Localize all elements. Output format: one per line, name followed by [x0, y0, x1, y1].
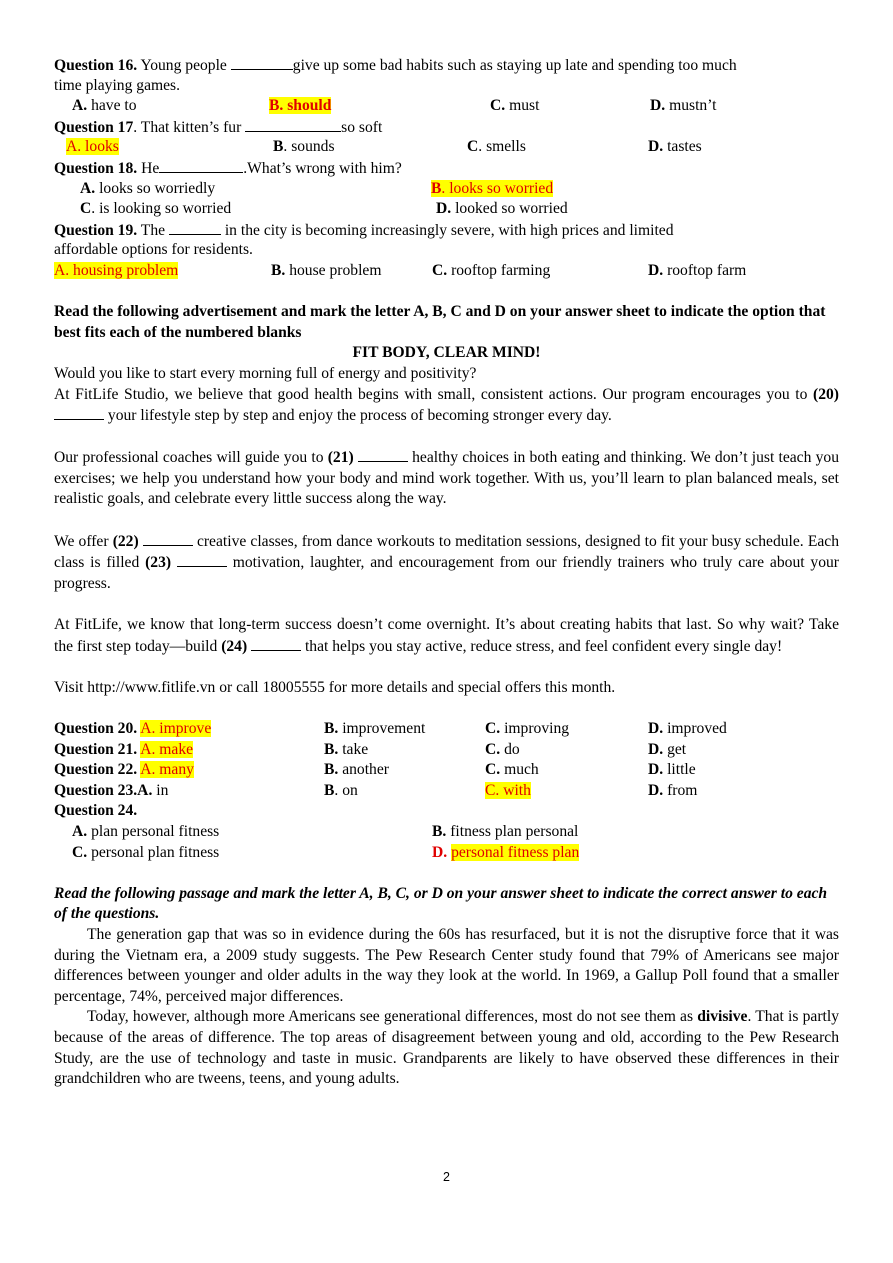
- option-a: A. plan personal fitness: [72, 822, 220, 840]
- option-c: C. rooftop farming: [432, 261, 551, 279]
- q16-options: [54, 96, 839, 117]
- blank-number-20: (20): [813, 385, 839, 403]
- highlighted-word: divisive: [697, 1008, 748, 1026]
- option-b: B. another: [324, 761, 389, 779]
- q19-stem-cont: affordable options for residents.: [54, 241, 253, 259]
- option-d: D. improved: [648, 720, 727, 737]
- blank-number-23: (23): [145, 554, 172, 572]
- reading-instruction: Read the following passage and mark the letter A, B, C, or D on your answer sheet to indicate the correct answer to each of the questions.: [54, 884, 828, 923]
- question-number: Question 23.A.: [54, 781, 153, 799]
- option-b: B. take: [324, 740, 369, 758]
- cloze-paragraph-2: Our professional coaches will guide you to (21) healthy choices in both eating and thinking. We don’t just teach you exercises; we help you understand how your body and mind work together. With us, you’ll learn to plan balanced meals, set realistic goals, and celebrate every little success along the way.: [54, 449, 840, 508]
- q17-stem: Question 17. That kitten’s fur so soft: [54, 118, 383, 136]
- option-d: D. get: [648, 740, 687, 758]
- question-number: Question 21.: [54, 740, 138, 758]
- q23-row: [54, 781, 839, 802]
- option-c: C. is looking so worried: [80, 200, 232, 218]
- q19-options: [54, 261, 839, 282]
- option-b: B. fitness plan personal: [432, 822, 579, 840]
- page-number: 2: [443, 1170, 450, 1184]
- answer-blank: [177, 552, 227, 567]
- question-number: Question 22.: [54, 761, 138, 779]
- question-number: Question 18.: [54, 159, 138, 177]
- option-a-correct: A. looks: [66, 138, 119, 156]
- option-a-correct: A. improve: [140, 720, 212, 737]
- option-a-correct: A. housing problem: [54, 261, 179, 279]
- q18-options-row2: [54, 199, 839, 220]
- option-d: D. from: [648, 781, 698, 799]
- q20-row: [54, 719, 839, 740]
- option-c: C. do: [485, 740, 520, 758]
- q19-stem: Question 19. The in the city is becoming increasingly severe, with high prices and limited: [54, 221, 674, 239]
- option-d-correct: D. personal fitness plan: [432, 843, 580, 861]
- answer-blank: [231, 55, 293, 70]
- option-d: D. looked so worried: [436, 200, 568, 218]
- question-number: Question 20.: [54, 720, 138, 737]
- reading-paragraph-1: The generation gap that was so in evidence during the 60s has resurfaced, but it is not the disruptive force that it was during the Vietnam era, a 2009 study suggests. The Pew Research Center study found that 79% of Americans see major differences between younger and older adults in the way they look at the world. In 1969, a Gallup Poll found that a smaller percentage, 74%, perceived major differences.: [54, 925, 839, 1005]
- option-c: C. smells: [467, 138, 526, 156]
- cloze-contact: Visit http://www.fitlife.vn or call 18005555 for more details and special offers this month.: [54, 678, 616, 696]
- cloze-paragraph-4: At FitLife, we know that long-term success doesn’t come overnight. It’s about creating habits that last. So why wait? Take the first step today—build (24) that helps you stay active, reduce stress, and feel confident every single day!: [54, 616, 839, 655]
- question-number: Question 17: [54, 118, 134, 136]
- option-c: C. personal plan fitness: [72, 843, 220, 861]
- q18-options-row1: [54, 179, 839, 200]
- q16-stem: Question 16. Young people give up some bad habits such as staying up late and spending too much: [54, 57, 737, 74]
- answer-blank: [159, 158, 243, 173]
- cloze-paragraph-1: At FitLife Studio, we believe that good health begins with small, consistent actions. Our program encourages you to (20) your lifestyle step by step and enjoy the process of becoming stronger every day.: [54, 385, 839, 425]
- option-b: B. on: [324, 781, 358, 799]
- question-number: Question 24.: [54, 802, 138, 820]
- q24-options-row2: [54, 843, 839, 864]
- option-b: B. house problem: [271, 261, 382, 279]
- q16-stem-cont: time playing games.: [54, 76, 181, 94]
- option-b-correct: B. should: [269, 97, 332, 115]
- option-b: B. sounds: [273, 138, 335, 156]
- q24-options-row1: [54, 822, 839, 843]
- option-d: D. little: [648, 761, 696, 779]
- option-d: D. tastes: [648, 138, 702, 156]
- q22-row: [54, 760, 839, 781]
- q24-stem: [54, 801, 839, 822]
- answer-blank: [143, 531, 193, 546]
- answer-blank: [358, 447, 408, 462]
- answer-blank: [54, 405, 104, 420]
- advertisement-title: FIT BODY, CLEAR MIND!: [352, 344, 541, 362]
- q17-options: [54, 137, 839, 158]
- option-a: A. have to: [72, 97, 137, 115]
- reading-paragraph-2: Today, however, although more Americans see generational differences, most do not see them as divisive. That is partly because of the areas of difference. The top areas of disagreement between young and old, according to the Pew Research Study, are the use of technology and taste in music. Grandparents are likely to have observed these differences in their grandchildren who are tweens, teens, and young adults.: [54, 1008, 839, 1088]
- question-number: Question 16.: [54, 57, 138, 74]
- blank-number-21: (21): [327, 449, 354, 467]
- question-number: Question 19.: [54, 221, 138, 239]
- cloze-instruction: Read the following advertisement and mark the letter A, B, C and D on your answer sheet to indicate the option that best fits each of the numbered blanks: [54, 303, 826, 341]
- blank-number-22: (22): [112, 532, 139, 550]
- cloze-paragraph-3: We offer (22) creative classes, from dance workouts to meditation sessions, designed to fit your busy schedule. Each class is filled (23) motivation, laughter, and encouragement from our friendly trainers who truly care about your progress.: [54, 532, 840, 592]
- option-c: C. must: [490, 97, 540, 115]
- answer-blank: [245, 117, 341, 132]
- option-b-correct: B. looks so worried: [431, 179, 554, 197]
- option-c: C. improving: [485, 720, 570, 737]
- option-c: C. much: [485, 761, 539, 779]
- answer-blank: [169, 220, 221, 235]
- option-c-correct: C. with: [485, 781, 531, 799]
- answer-blank: [251, 636, 301, 651]
- option-a-correct: A. many: [140, 761, 194, 779]
- option-a: A. looks so worriedly: [80, 179, 216, 197]
- q18-stem: Question 18. He .What’s wrong with him?: [54, 159, 402, 177]
- cloze-intro: Would you like to start every morning full of energy and positivity?: [54, 364, 477, 382]
- option-a-correct: A. make: [140, 740, 194, 758]
- document-page: [54, 55, 839, 1090]
- blank-number-24: (24): [221, 637, 248, 655]
- option-a: in: [152, 781, 169, 799]
- option-d: D. rooftop farm: [648, 261, 747, 279]
- option-b: B. improvement: [324, 720, 426, 737]
- q21-row: [54, 740, 839, 761]
- option-d: D. mustn’t: [650, 97, 717, 115]
